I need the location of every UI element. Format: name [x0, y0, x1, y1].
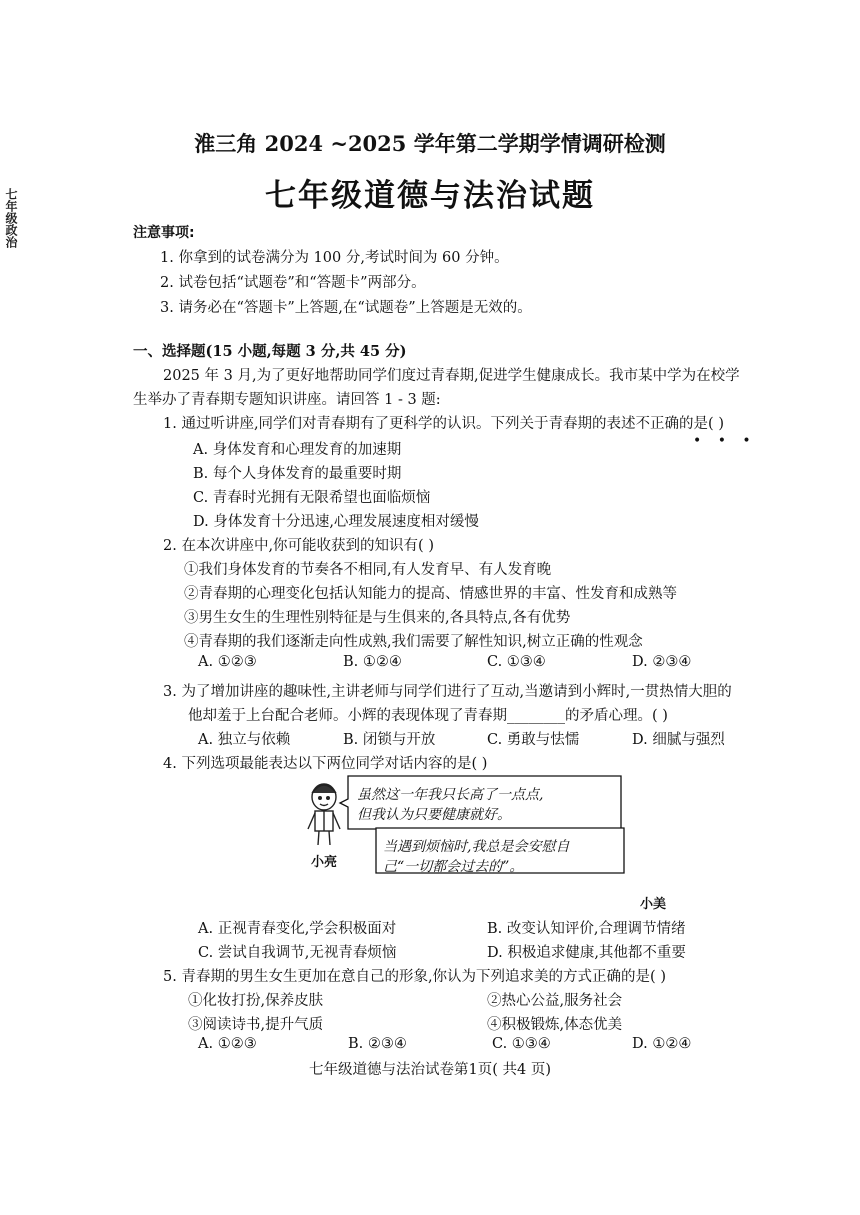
- question-2-option: A. ①②③: [198, 654, 257, 670]
- bubble-2-line: 当遇到烦恼时,我总是会安慰自: [383, 839, 570, 855]
- section-intro-line: 2025 年 3 月,为了更好地帮助同学们度过青春期,促进学生健康成长。我市某中学为在校学: [163, 368, 740, 384]
- question-3-option: C. 勇敢与怯懦: [487, 732, 580, 748]
- question-1-option: C. 青春时光拥有无限希望也面临烦恼: [193, 490, 431, 506]
- page-footer: 七年级道德与法治试卷第1页( 共4 页): [309, 1062, 551, 1078]
- bubble-1-line: 虽然这一年我只长高了一点点,: [357, 787, 544, 803]
- question-5-option: C. ①③④: [492, 1036, 551, 1052]
- question-2-stem: 2. 在本次讲座中,你可能收获到的知识有( ): [163, 538, 434, 554]
- speaker-name-boy: 小亮: [311, 855, 338, 870]
- question-4-option: B. 改变认知评价,合理调节情绪: [487, 921, 686, 937]
- note-item: 2. 试卷包括“试题卷”和“答题卡”两部分。: [160, 275, 426, 291]
- question-5-item: ②热心公益,服务社会: [487, 993, 623, 1009]
- question-5-option: B. ②③④: [348, 1036, 407, 1052]
- exam-header: 淮三角 2024 ~2025 学年第二学期学情调研检测: [194, 131, 666, 156]
- question-3-option: A. 独立与依赖: [198, 732, 291, 748]
- question-5-option: A. ①②③: [198, 1036, 257, 1052]
- bubble-1-line: 但我认为只要健康就好。: [357, 807, 511, 823]
- question-1-option: D. 身体发育十分迅速,心理发展速度相对缓慢: [193, 514, 479, 530]
- boy-figure-icon: [308, 784, 340, 845]
- notes-heading: 注意事项:: [133, 225, 195, 241]
- section-heading: 一、选择题(15 小题,每题 3 分,共 45 分): [133, 343, 407, 360]
- question-3-stem: 3. 为了增加讲座的趣味性,主讲老师与同学们进行了互动,当邀请到小辉时,一贯热情大胆的: [163, 684, 732, 700]
- question-2-option: D. ②③④: [632, 654, 692, 670]
- question-5-item: ④积极锻炼,体态优美: [487, 1017, 623, 1033]
- question-1-option: A. 身体发育和心理发育的加速期: [193, 442, 402, 458]
- question-1-option: B. 每个人身体发育的最重要时期: [193, 466, 402, 482]
- note-item: 1. 你拿到的试卷满分为 100 分,考试时间为 60 分钟。: [160, 250, 509, 266]
- question-2-item: ④青春期的我们逐渐走向性成熟,我们需要了解性知识,树立正确的性观念: [184, 634, 643, 650]
- question-4-option: C. 尝试自我调节,无视青春烦恼: [198, 945, 397, 961]
- question-5-stem: 5. 青春期的男生女生更加在意自己的形象,你认为下列追求美的方式正确的是( ): [163, 969, 666, 985]
- question-4-option: A. 正视青春变化,学会积极面对: [198, 921, 397, 937]
- bubble-2-line: 己“一切都会过去的”。: [383, 859, 524, 875]
- question-3-stem-cont: 他却羞于上台配合老师。小辉的表现体现了青春期________的矛盾心理。( ): [188, 708, 668, 724]
- question-2-option: C. ①③④: [487, 654, 546, 670]
- question-1-stem: 1. 通过听讲座,同学们对青春期有了更科学的认识。下列关于青春期的表述不正确的是( ): [163, 416, 724, 432]
- question-4-option: D. 积极追求健康,其他都不重要: [487, 945, 686, 961]
- question-2-item: ①我们身体发育的节奏各不相同,有人发育早、有人发育晚: [184, 562, 552, 578]
- question-2-option: B. ①②④: [343, 654, 402, 670]
- question-5-item: ③阅读诗书,提升气质: [188, 1017, 324, 1033]
- question-2-item: ③男生女生的生理性别特征是与生俱来的,各具特点,各有优势: [184, 610, 571, 626]
- question-3-option: D. 细腻与强烈: [632, 732, 725, 748]
- page-title: 七年级道德与法治试题: [265, 178, 595, 214]
- section-intro-line: 生举办了青春期专题知识讲座。请回答 1 - 3 题:: [133, 392, 441, 408]
- emphasis-dots: • • •: [693, 433, 757, 449]
- question-4-stem: 4. 下列选项最能表达以下两位同学对话内容的是( ): [163, 756, 488, 772]
- question-2-item: ②青春期的心理变化包括认知能力的提高、情感世界的丰富、性发育和成熟等: [184, 586, 677, 602]
- question-5-item: ①化妆打扮,保养皮肤: [188, 993, 324, 1009]
- question-5-option: D. ①②④: [632, 1036, 692, 1052]
- question-3-option: B. 闭锁与开放: [343, 732, 436, 748]
- speaker-name-girl: 小美: [640, 897, 667, 912]
- side-subject-label: 七年级政治: [4, 188, 18, 248]
- note-item: 3. 请务必在“答题卡”上答题,在“试题卷”上答题是无效的。: [160, 300, 532, 316]
